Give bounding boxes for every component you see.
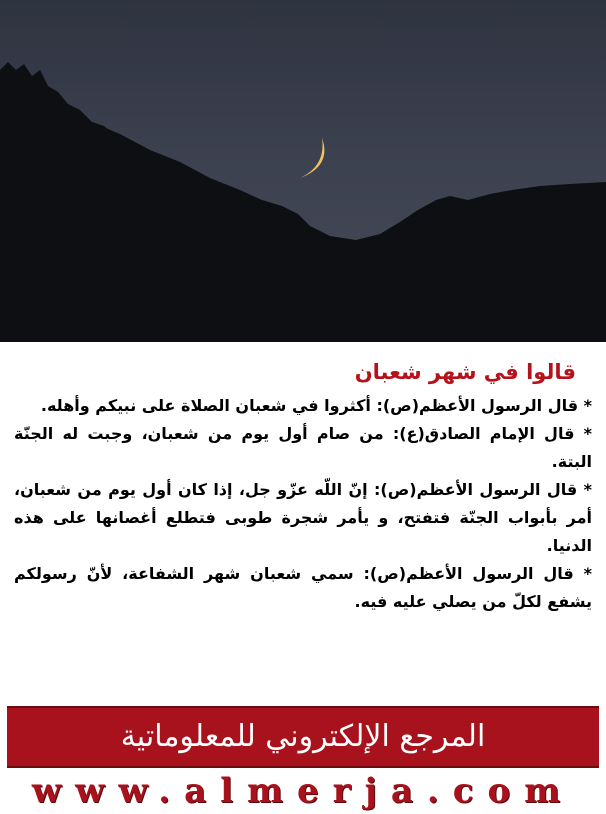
saying-2: [14, 420, 592, 476]
site-footer: [0, 706, 606, 814]
saying-2-label: * قال الإمام الصادق(ع):: [392, 424, 593, 443]
saying-2-text: من صام أول يوم من شعبان، وجبت له الجنّة البتة.: [14, 424, 592, 471]
tree-line: [0, 62, 116, 136]
saying-3-text: إنّ اللّه عزّو جل، إذا كان أول يوم من شعبان، أمر بأبواب الجنّة فتفتح، و يأمر شجرة طوبى فتطلع أغصانها على هذه الدنيا.: [14, 480, 592, 555]
crescent-moon-icon: [300, 138, 324, 178]
saying-3: [14, 476, 592, 560]
hero-image: [0, 0, 606, 342]
site-url[interactable]: www.almerja.com: [31, 771, 575, 811]
sayings-section: [0, 342, 606, 705]
mountain-silhouette: [0, 74, 606, 342]
saying-1-label: * قال الرسول الأعظم(ص):: [376, 396, 592, 415]
saying-4-text: سمي شعبان شهر الشفاعة، لأنّ رسولكم يشفع لكلّ من يصلي عليه فيه.: [14, 564, 592, 611]
saying-1-text: أكثروا في شعبان الصلاة على نبيكم وأهله.: [40, 396, 377, 415]
saying-3-label: * قال الرسول الأعظم(ص):: [374, 480, 593, 499]
page-title: قالوا في شهر شعبان: [354, 360, 576, 384]
saying-4-label: * قال الرسول الأعظم(ص):: [363, 564, 592, 583]
saying-4: [14, 560, 592, 616]
night-mountain-illustration: [0, 0, 606, 342]
site-name-banner: المرجع الإلكتروني للمعلوماتية: [7, 706, 599, 768]
saying-1: [14, 392, 592, 420]
